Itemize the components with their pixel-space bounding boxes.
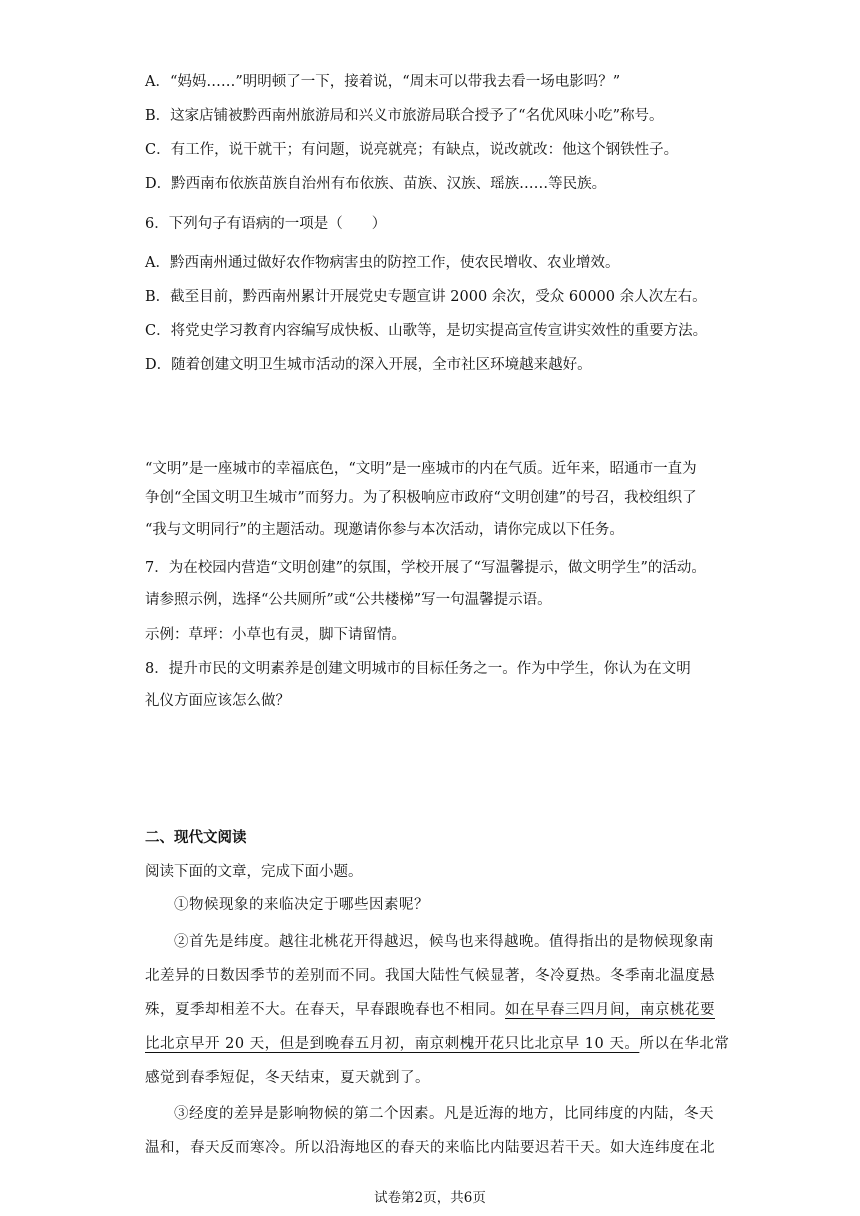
page-footer: 试卷第2页，共6页 xyxy=(374,1190,486,1206)
q6-option-d: D．随着创建文明卫生城市活动的深入开展，全市社区环境越来越好。 xyxy=(145,357,592,373)
q8-line: 8．提升市民的文明素养是创建文明城市的目标任务之一。作为中学生，你认为在文明 xyxy=(145,661,691,677)
q6-stem: 6．下列句子有语病的一项是（ ） xyxy=(145,216,387,232)
q7-example: 示例：草坪：小草也有灵，脚下请留情。 xyxy=(145,627,406,643)
q5-option-d: D．黔西南布依族苗族自治州有布依族、苗族、汉族、瑶族……等民族。 xyxy=(145,176,607,192)
underlined-sentence: 比北京早开 20 天，但是到晚春五月初，南京刺槐开花只比北京早 10 天。 xyxy=(145,1036,640,1052)
paragraph-2-line-with-underline xyxy=(145,1034,729,1054)
paragraph-1: ①物候现象的来临决定于哪些因素呢？ xyxy=(174,897,429,913)
intro-line: 争创“全国文明卫生城市”而努力。为了积极响应市政府“文明创建”的号召，我校组织了 xyxy=(145,490,697,506)
paragraph-2-line: 北差异的日数因季节的差别而不同。我国大陆性气候显著，冬冷夏热。冬季南北温度悬 xyxy=(145,968,715,984)
q7-line: 7．为在校园内营造“文明创建”的氛围，学校开展了“写温馨提示，做文明学生”的活动。 xyxy=(145,560,706,576)
paragraph-3-line: 温和，春天反而寒冷。所以沿海地区的春天的来临比内陆要迟若干天。如大连纬度在北 xyxy=(145,1140,715,1156)
q6-option-b: B．截至目前，黔西南州累计开展党史专题宣讲 2000 余次，受众 60000 余人次左右。 xyxy=(145,289,707,305)
underlined-sentence: 如在早春三四月间，南京桃花要 xyxy=(505,1002,715,1018)
paragraph-2-line-with-underline xyxy=(145,1000,715,1020)
section-instruction: 阅读下面的文章，完成下面小题。 xyxy=(145,864,363,880)
intro-line: “我与文明同行”的主题活动。现邀请你参与本次活动，请你完成以下任务。 xyxy=(145,522,624,538)
q5-option-c: C．有工作，说干就干；有问题，说亮就亮；有缺点，说改就改：他这个钢铁性子。 xyxy=(145,142,679,158)
paragraph-2-line: ②首先是纬度。越往北桃花开得越迟，候鸟也来得越晚。值得指出的是物候现象南 xyxy=(174,934,714,950)
section-heading: 二、现代文阅读 xyxy=(145,829,247,846)
paragraph-2-text: 所以在华北常 xyxy=(639,1036,730,1052)
paragraph-2-line: 感觉到春季短促，冬天结束，夏天就到了。 xyxy=(145,1070,430,1086)
q7-line: 请参照示例，选择“公共厕所”或“公共楼梯”写一句温馨提示语。 xyxy=(145,592,552,608)
paragraph-2-text: 殊，夏季却相差不大。在春天，早春跟晚春也不相同。 xyxy=(145,1002,505,1018)
intro-line: “文明”是一座城市的幸福底色，“文明”是一座城市的内在气质。近年来，昭通市一直为 xyxy=(145,461,697,477)
q6-option-a: A．黔西南州通过做好农作物病害虫的防控工作，使农民增收、农业增效。 xyxy=(145,255,620,271)
q6-option-c: C．将党史学习教育内容编写成快板、山歌等，是切实提高宣传宣讲实效性的重要方法。 xyxy=(145,323,708,339)
q8-line: 礼仪方面应该怎么做？ xyxy=(145,693,290,709)
q5-option-a: A．“妈妈……”明明顿了一下，接着说，“周末可以带我去看一场电影吗？” xyxy=(145,74,621,90)
paragraph-3-line: ③经度的差异是影响物候的第二个因素。凡是近海的地方，比同纬度的内陆，冬天 xyxy=(174,1106,714,1122)
q5-option-b: B．这家店铺被黔西南州旅游局和兴义市旅游局联合授予了“名优风味小吃”称号。 xyxy=(145,108,664,124)
